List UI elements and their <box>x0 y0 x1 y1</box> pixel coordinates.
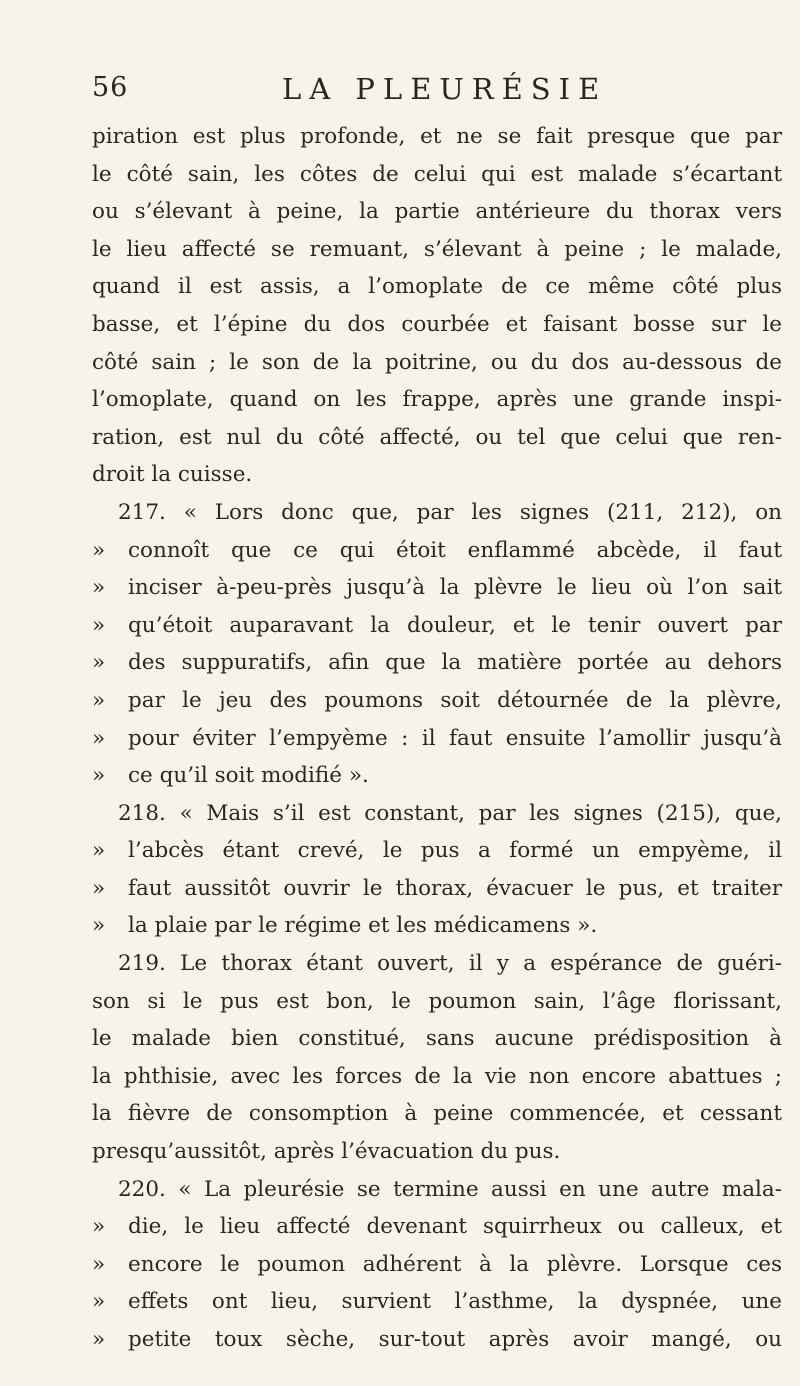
text-line <box>92 494 782 532</box>
line-text: ration, est nul du côté affecté, ou tel que celui que ren- <box>92 424 782 450</box>
line-text: quand il est assis, a l’omoplate de ce même côté plus <box>92 274 782 300</box>
line-text: des suppuratifs, afin que la matière portée au dehors <box>128 650 782 676</box>
line-text: l’abcès étant crevé, le pus a formé un empyème, il <box>128 838 782 864</box>
line-text: la phthisie, avec les forces de la vie non encore abattues ; <box>92 1063 782 1089</box>
line-text: côté sain ; le son de la poitrine, ou du dos au-dessous de <box>92 349 782 375</box>
line-text: presqu’aussitôt, après l’évacuation du pus. <box>92 1139 561 1165</box>
text-line <box>92 1058 782 1096</box>
line-text: pour éviter l’empyème : il faut ensuite l’amollir jusqu’à <box>128 725 782 751</box>
text-line <box>92 569 782 607</box>
text-line <box>92 1020 782 1058</box>
line-text: basse, et l’épine du dos courbée et faisant bosse sur le <box>92 311 782 337</box>
line-text: ce qu’il soit modifié ». <box>128 763 369 789</box>
text-line <box>92 381 782 419</box>
line-text: piration est plus profonde, et ne se fait presque que par <box>92 124 782 149</box>
text-line <box>92 945 782 983</box>
text-line <box>92 344 782 382</box>
quote-mark: » <box>92 1289 106 1315</box>
quote-mark: » <box>92 687 106 713</box>
text-line <box>92 644 782 682</box>
quote-mark: » <box>92 1327 106 1352</box>
quote-mark: » <box>92 913 106 939</box>
text-line <box>92 870 782 908</box>
page-header <box>92 72 782 112</box>
line-text: die, le lieu affecté devenant squirrheux ou calleux, et <box>128 1214 782 1240</box>
text-line <box>92 795 782 833</box>
line-text: encore le poumon adhérent à la plèvre. Lorsque ces <box>128 1251 782 1277</box>
line-text: 217. « Lors donc que, par les signes (211, 212), on <box>118 499 782 525</box>
quote-mark: » <box>92 612 106 638</box>
line-text: le côté sain, les côtes de celui qui est malade s’écartant <box>92 161 782 187</box>
line-text: qu’étoit auparavant la douleur, et le tenir ouvert par <box>128 612 782 638</box>
text-line <box>92 118 782 156</box>
line-text: faut aussitôt ouvrir le thorax, évacuer le pus, et traiter <box>128 875 782 901</box>
text-line <box>92 1246 782 1284</box>
line-text: effets ont lieu, survient l’asthme, la dyspnée, une <box>128 1289 782 1315</box>
text-line <box>92 1095 782 1133</box>
quote-mark: » <box>92 575 106 601</box>
line-text: inciser à-peu-près jusqu’à la plèvre le lieu où l’on sait <box>128 575 782 601</box>
page-number: 56 <box>92 72 129 103</box>
text-line <box>92 1171 782 1209</box>
running-title: LA PLEURÉSIE <box>282 72 608 106</box>
line-text: 218. « Mais s’il est constant, par les signes (215), que, <box>118 800 782 826</box>
text-line <box>92 532 782 570</box>
text-line <box>92 231 782 269</box>
line-text: droit la cuisse. <box>92 462 253 488</box>
text-line <box>92 1133 782 1171</box>
quote-mark: » <box>92 875 106 901</box>
line-text: 219. Le thorax étant ouvert, il y a espérance de guéri- <box>118 951 782 977</box>
text-line <box>92 1208 782 1246</box>
text-line <box>92 720 782 758</box>
line-text: connoît que ce qui étoit enflammé abcède, il faut <box>128 537 782 563</box>
quote-mark: » <box>92 650 106 676</box>
line-text: son si le pus est bon, le poumon sain, l’âge florissant, <box>92 988 782 1014</box>
line-text: petite toux sèche, sur-tout après avoir mangé, ou <box>128 1327 782 1352</box>
line-text: 220. « La pleurésie se termine aussi en une autre mala- <box>118 1176 782 1202</box>
quote-mark: » <box>92 763 106 789</box>
line-text: ou s’élevant à peine, la partie antérieure du thorax vers <box>92 199 782 225</box>
text-line <box>92 832 782 870</box>
text-line <box>92 1283 782 1321</box>
quote-mark: » <box>92 1214 106 1240</box>
text-line <box>92 757 782 795</box>
quote-mark: » <box>92 1251 106 1277</box>
text-line <box>92 983 782 1021</box>
text-line <box>92 156 782 194</box>
text-line <box>92 306 782 344</box>
text-line <box>92 907 782 945</box>
text-line <box>92 607 782 645</box>
text-line <box>92 1321 782 1359</box>
quote-mark: » <box>92 838 106 864</box>
line-text: le lieu affecté se remuant, s’élevant à peine ; le malade, <box>92 236 782 262</box>
text-line <box>92 419 782 457</box>
line-text: l’omoplate, quand on les frappe, après une grande inspi- <box>92 387 782 413</box>
text-line <box>92 682 782 720</box>
line-text: le malade bien constitué, sans aucune prédisposition à <box>92 1026 782 1052</box>
text-line <box>92 456 782 494</box>
text-line <box>92 268 782 306</box>
body-text <box>92 118 782 1359</box>
line-text: par le jeu des poumons soit détournée de la plèvre, <box>128 687 782 713</box>
line-text: la plaie par le régime et les médicamens ». <box>128 913 598 939</box>
text-line <box>92 193 782 231</box>
quote-mark: » <box>92 537 106 563</box>
quote-mark: » <box>92 725 106 751</box>
line-text: la fièvre de consomption à peine commencée, et cessant <box>92 1101 782 1127</box>
